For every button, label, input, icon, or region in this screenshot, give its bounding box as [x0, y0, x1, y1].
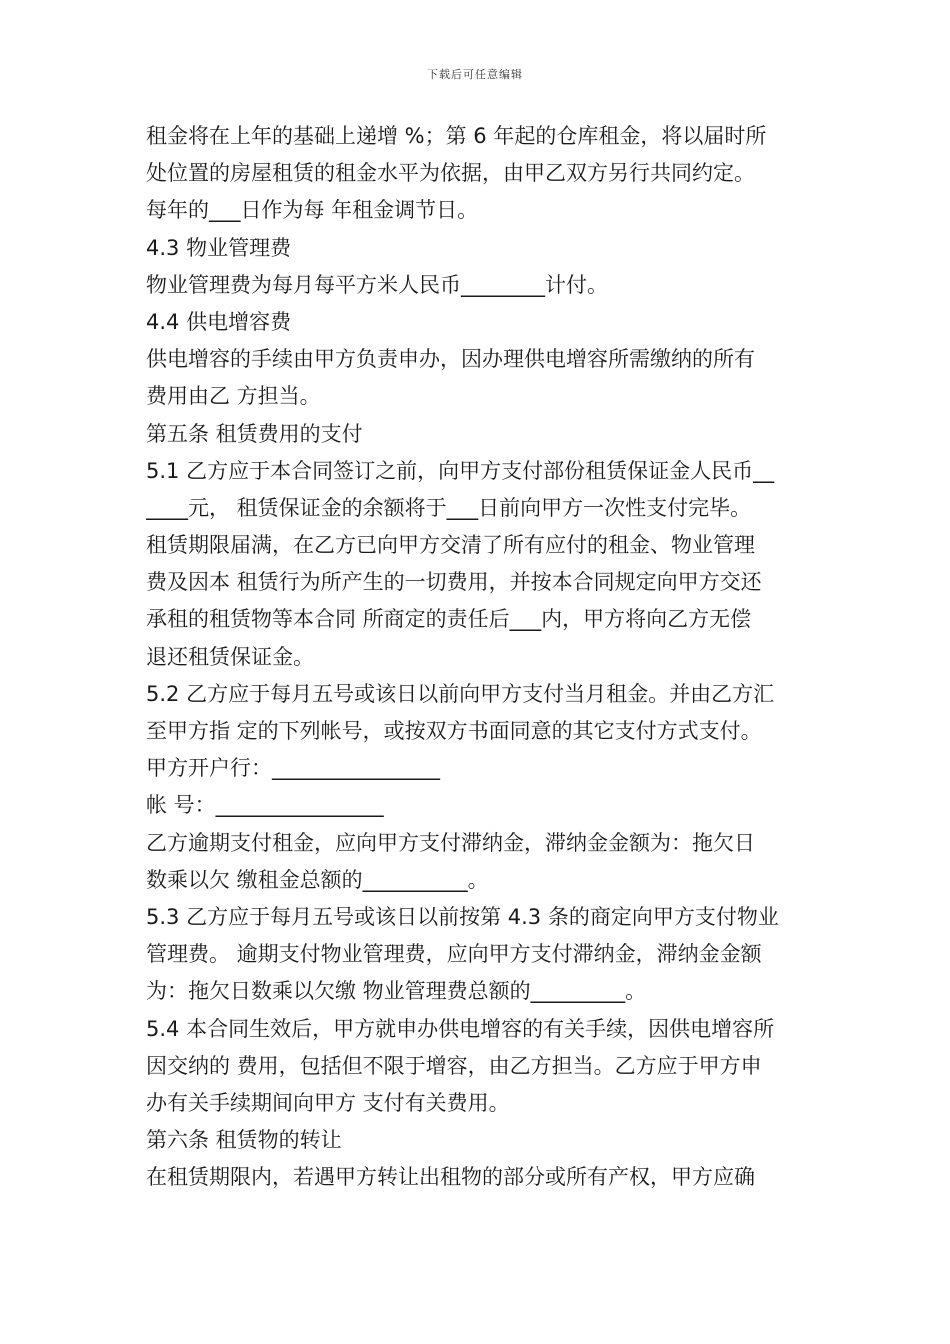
text-line: 因交纳的 费用，包括但不限于增容，由乙方担当。乙方应于甲方申 — [146, 1053, 762, 1078]
text-line: 为：拖欠日数乘以欠缴 物业管理费总额的_________。 — [146, 979, 647, 1004]
text-line: 物业管理费为每月每平方米人民币________计付。 — [146, 272, 608, 297]
document-body — [146, 118, 812, 1196]
text-line: 乙方逾期支付租金，应向甲方支付滞纳金，滞纳金金额为：拖欠日 — [146, 830, 755, 855]
article-heading: 第六条 租赁物的转让 — [146, 1128, 342, 1153]
text-line: 管理费。 逾期支付物业管理费，应向甲方支付滞纳金，滞纳金金额 — [146, 942, 762, 967]
text-line: 承租的租赁物等本合同 所商定的责任后___内，甲方将向乙方无偿 — [146, 607, 752, 632]
text-line: 5.1 乙方应于本合同签订之前，向甲方支付部份租赁保证金人民币__ — [146, 458, 775, 483]
text-line: 租赁期限届满，在乙方已向甲方交清了所有应付的租金、物业管理 — [146, 533, 755, 558]
text-line: 5.4 本合同生效后，甲方就申办供电增容的有关手续，因供电增容所 — [146, 1016, 775, 1041]
text-line: 费及因本 租赁行为所产生的一切费用，并按本合同规定向甲方交还 — [146, 570, 762, 595]
text-line: 租金将在上年的基础上递增 %；第 6 年起的仓库租金，将以届时所 — [146, 124, 767, 148]
page-header-note: 下载后可任意编辑 — [427, 68, 523, 81]
text-line: 在租赁期限内，若遇甲方转让出租物的部分或所有产权，甲方应确 — [146, 1165, 755, 1190]
text-line: 退还租赁保证金。 — [146, 644, 314, 669]
text-line: 每年的___日作为每 年租金调节日。 — [146, 198, 479, 223]
text-line: 处位置的房屋租赁的租金水平为依据，由甲乙双方另行共同约定。 — [146, 161, 755, 186]
text-line: 费用由乙 方担当。 — [146, 384, 321, 409]
text-line: 至甲方指 定的下列帐号，或按双方书面同意的其它支付方式支付。 — [146, 719, 762, 743]
text-line: 数乘以欠 缴租金总额的__________。 — [146, 867, 489, 892]
text-line: 5.2 乙方应于每月五号或该日以前向甲方支付当月租金。并由乙方汇 — [146, 681, 775, 706]
text-line: 供电增容的手续由甲方负责申办，因办理供电增容所需缴纳的所有 — [146, 347, 755, 372]
text-line: 办有关手续期间向甲方 支付有关费用。 — [146, 1090, 510, 1115]
text-line: ____元， 租赁保证金的余额将于___日前向甲方一次性支付完毕。 — [146, 495, 752, 520]
text-line: 5.3 乙方应于每月五号或该日以前按第 4.3 条的商定向甲方支付物业 — [146, 904, 779, 929]
section-heading: 4.4 供电增容费 — [146, 309, 292, 334]
text-line: 帐 号：________________ — [146, 793, 384, 818]
section-heading: 4.3 物业管理费 — [146, 235, 292, 260]
text-line: 甲方开户行：________________ — [146, 756, 440, 781]
article-heading: 第五条 租赁费用的支付 — [146, 421, 363, 446]
